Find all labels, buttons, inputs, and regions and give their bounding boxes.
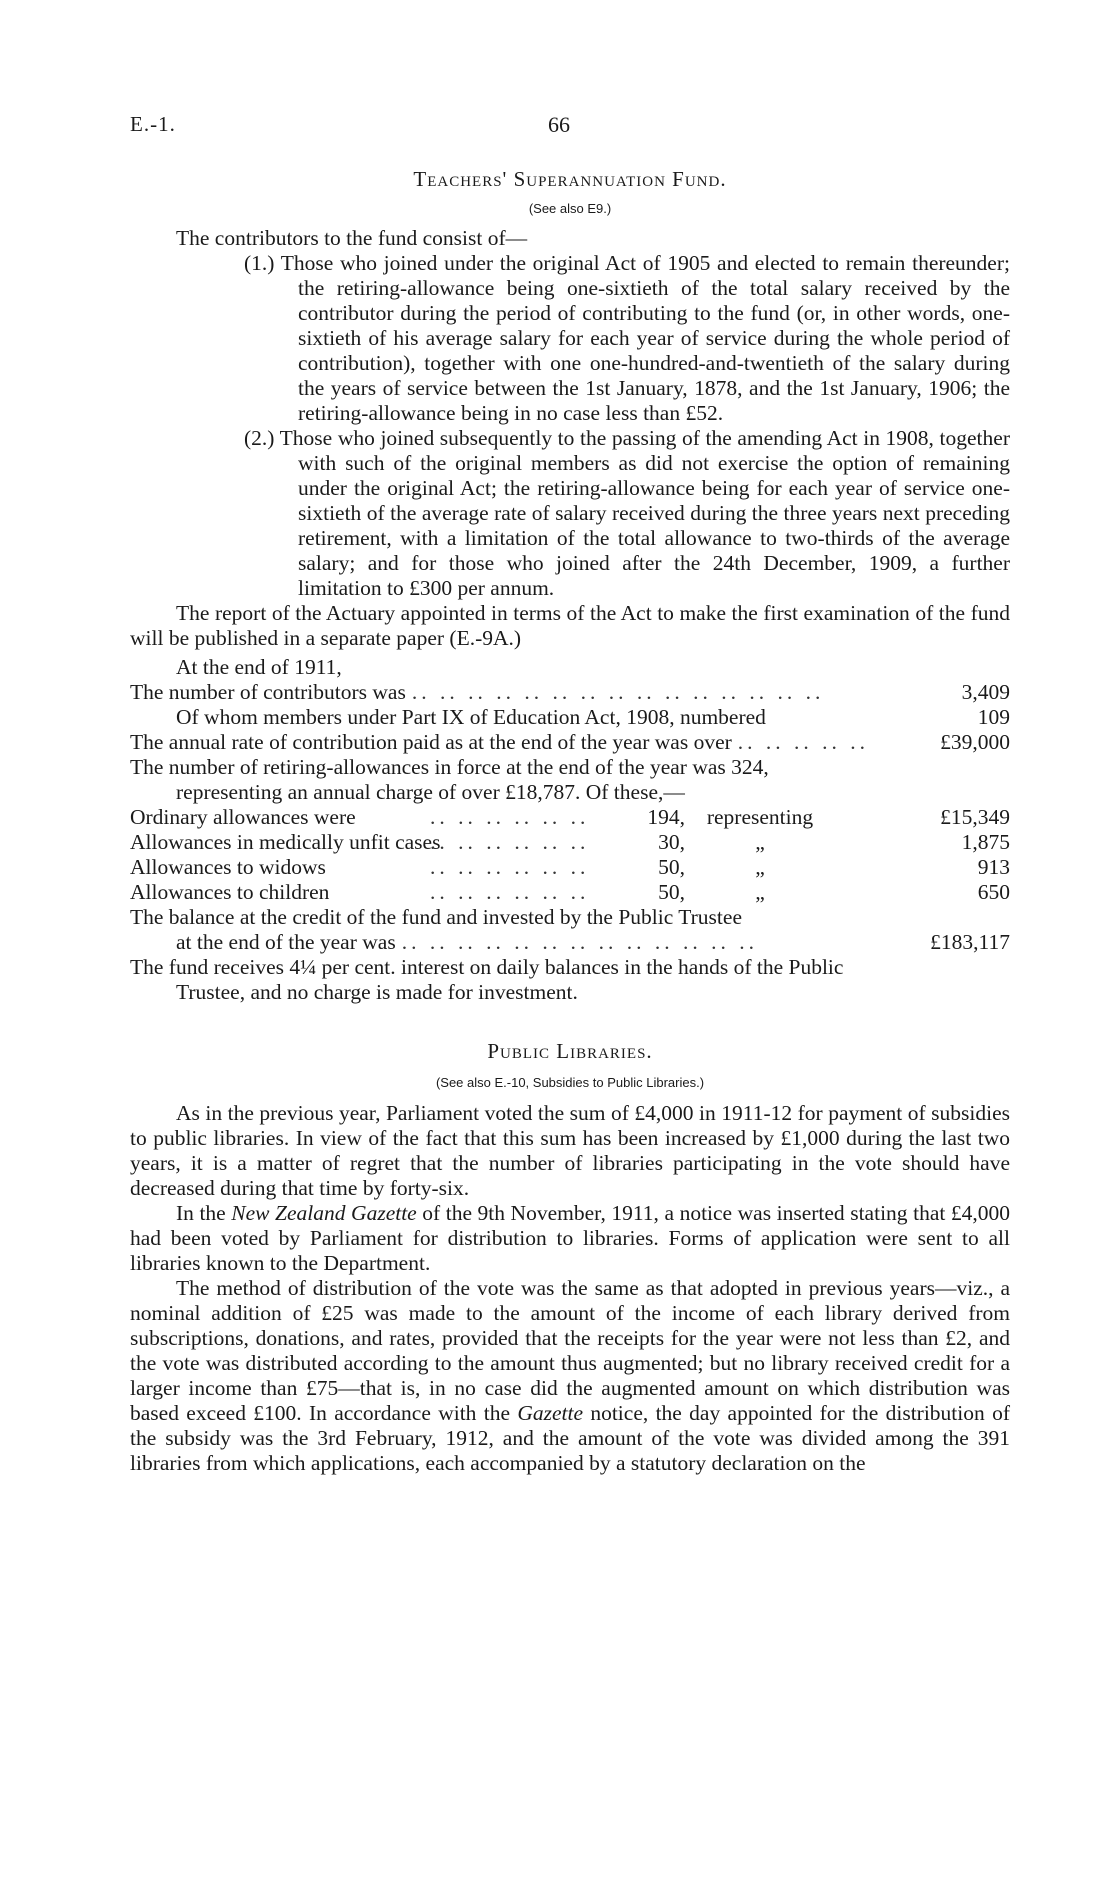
allowance-representing: representing <box>706 805 814 829</box>
libraries-paragraph-1: As in the previous year, Parliament voted the sum of £4,000 in 1911-12 for payment of subsidies to public libraries. In view of the fact that this sum has been increased by £1,000 during the last two years, it is a matter of regret that the number of libraries participating in the vote should have decreased during that time by forty-six. <box>130 1101 1010 1200</box>
leader-dots: .. .. .. .. .. .. .. .. .. .. .. .. .. <box>401 930 758 954</box>
libraries-paragraph-3 <box>130 1276 1010 1476</box>
annual-rate-value: £39,000 <box>940 730 1010 754</box>
contributor-class-2 <box>130 426 1010 601</box>
leader-dots: .. .. .. .. .. .. .. .. .. .. .. .. .. .. .. <box>411 680 825 704</box>
allowance-count: 194, <box>647 805 685 829</box>
allowance-amount: 1,875 <box>961 830 1010 854</box>
allowance-row <box>130 830 1010 855</box>
text-run: In the <box>176 1201 232 1225</box>
allowance-amount: £15,349 <box>940 805 1010 829</box>
allowance-amount: 650 <box>977 880 1010 904</box>
see-also-libraries: (See also E.-10, Subsidies to Public Libraries.) <box>435 1075 705 1090</box>
allowance-label: Allowances to widows <box>130 855 326 879</box>
contributors-intro: The contributors to the fund consist of— <box>176 226 528 250</box>
allowance-label: Allowances in medically unfit cases <box>130 830 441 854</box>
gazette-word: Gazette <box>517 1401 584 1425</box>
allowance-representing: „ <box>755 855 765 879</box>
balance-line-1: The balance at the credit of the fund and invested by the Public Trustee <box>130 905 742 929</box>
allowance-label: Ordinary allowances were <box>130 805 356 829</box>
page-content <box>130 0 1010 1476</box>
part9-label: Of whom members under Part IX of Education Act, 1908, numbered <box>176 705 766 729</box>
leader-dots: .. .. .. .. .. .. <box>430 830 590 854</box>
contributors-row <box>130 680 1010 705</box>
allowance-label: Allowances to children <box>130 880 330 904</box>
interest-line-2: Trustee, and no charge is made for investment. <box>176 980 578 1004</box>
annual-rate-row <box>130 730 1010 755</box>
item-text: Those who joined under the original Act of 1905 and elected to remain thereunder; the retiring-allowance being one-sixtieth of the total salary received by the contributor during the period of contributing to the fund (or, in other words, one-sixtieth of his average salary for each year of service during the whole period of contribution), together with one one-hundred-and-twentieth of the salary during the years of service between the 1st January, 1878, and the 1st January, 1906; the retiring-allowance being in no case less than £52. <box>280 251 1010 425</box>
item-number: (2.) <box>244 426 275 450</box>
annual-rate-label: The annual rate of contribution paid as at the end of the year was over <box>130 730 732 754</box>
leader-dots: .. .. .. .. .. .. <box>430 880 590 904</box>
allowance-count: 30, <box>658 830 685 854</box>
balance-value: £183,117 <box>930 930 1010 954</box>
see-also-superannuation: (See also E9.) <box>528 201 612 216</box>
leader-dots: .. .. .. .. .. .. <box>430 855 590 879</box>
retiring-line-1: The number of retiring-allowances in force at the end of the year was 324, <box>130 755 769 779</box>
text-run: notice, the day appointed for the distribution of the subsidy was the 3rd February, 1912, and the amount of the vote was divided among the 391 libraries from which applications, each accompanied by a statutory declaration on the <box>130 1401 1010 1475</box>
text-run: The method of distribution of the vote was the same as that adopted in previous years—viz., a nominal addition of £25 was made to the amount of the income of each library derived from subscriptions, donations, and rates, provided that the receipts for the year were not less than £2, and the vote was distributed according to the amount thus augmented; but no library received credit for a larger income than £75—that is, in no case did the augmented amount on which distribution was based exceed £100. In accordance with the <box>130 1276 1010 1425</box>
page-number: 66 <box>548 112 570 137</box>
leader-dots: .. .. .. .. .. <box>737 730 870 754</box>
section-title-libraries: Public Libraries. <box>487 1039 653 1063</box>
allowance-representing: „ <box>755 830 765 854</box>
libraries-paragraph-2 <box>130 1201 1010 1276</box>
actuary-paragraph: The report of the Actuary appointed in terms of the Act to make the first examination of the fund will be published in a separate paper (E.-9A.) <box>130 601 1010 650</box>
end-of-year-line: At the end of 1911, <box>176 655 342 679</box>
retiring-line-2: representing an annual charge of over £18,787. Of these,— <box>176 780 685 804</box>
contributors-value: 3,409 <box>961 680 1010 704</box>
part9-row <box>130 705 1010 730</box>
leader-dots: .. .. .. .. .. .. <box>430 805 590 829</box>
page-header-ref: E.-1. <box>130 112 176 136</box>
balance-label: at the end of the year was <box>176 930 396 954</box>
item-text: Those who joined subsequently to the passing of the amending Act in 1908, together with such of the original members as did not exercise the option of remaining under the original Act; the retiring-allowance being for each year of service one-sixtieth of the average rate of salary received during the three years next preceding retirement, with a limitation of the total allowance to two-thirds of the average salary; and for those who joined after the 24th December, 1909, a further limitation to £300 per annum. <box>279 426 1010 600</box>
allowance-row <box>130 805 1010 830</box>
contributors-label: The number of contributors was <box>130 680 406 704</box>
interest-line-1: The fund receives 4¼ per cent. interest on daily balances in the hands of the Public <box>130 955 844 979</box>
allowance-count: 50, <box>658 855 685 879</box>
item-number: (1.) <box>244 251 275 275</box>
allowance-row <box>130 880 1010 905</box>
gazette-title: New Zealand Gazette <box>231 1201 417 1225</box>
allowance-row <box>130 855 1010 880</box>
allowance-representing: „ <box>755 880 765 904</box>
part9-value: 109 <box>977 705 1010 729</box>
allowance-amount: 913 <box>977 855 1010 879</box>
balance-row <box>130 930 1010 955</box>
contributor-class-1 <box>130 251 1010 426</box>
text-run: of the 9th November, 1911, a notice was inserted stating that £4,000 had been voted by Parliament for distribution to libraries. Forms of application were sent to all libraries known to the Department. <box>130 1201 1010 1275</box>
allowance-count: 50, <box>658 880 685 904</box>
section-title-superannuation: Teachers' Superannuation Fund. <box>413 167 727 191</box>
